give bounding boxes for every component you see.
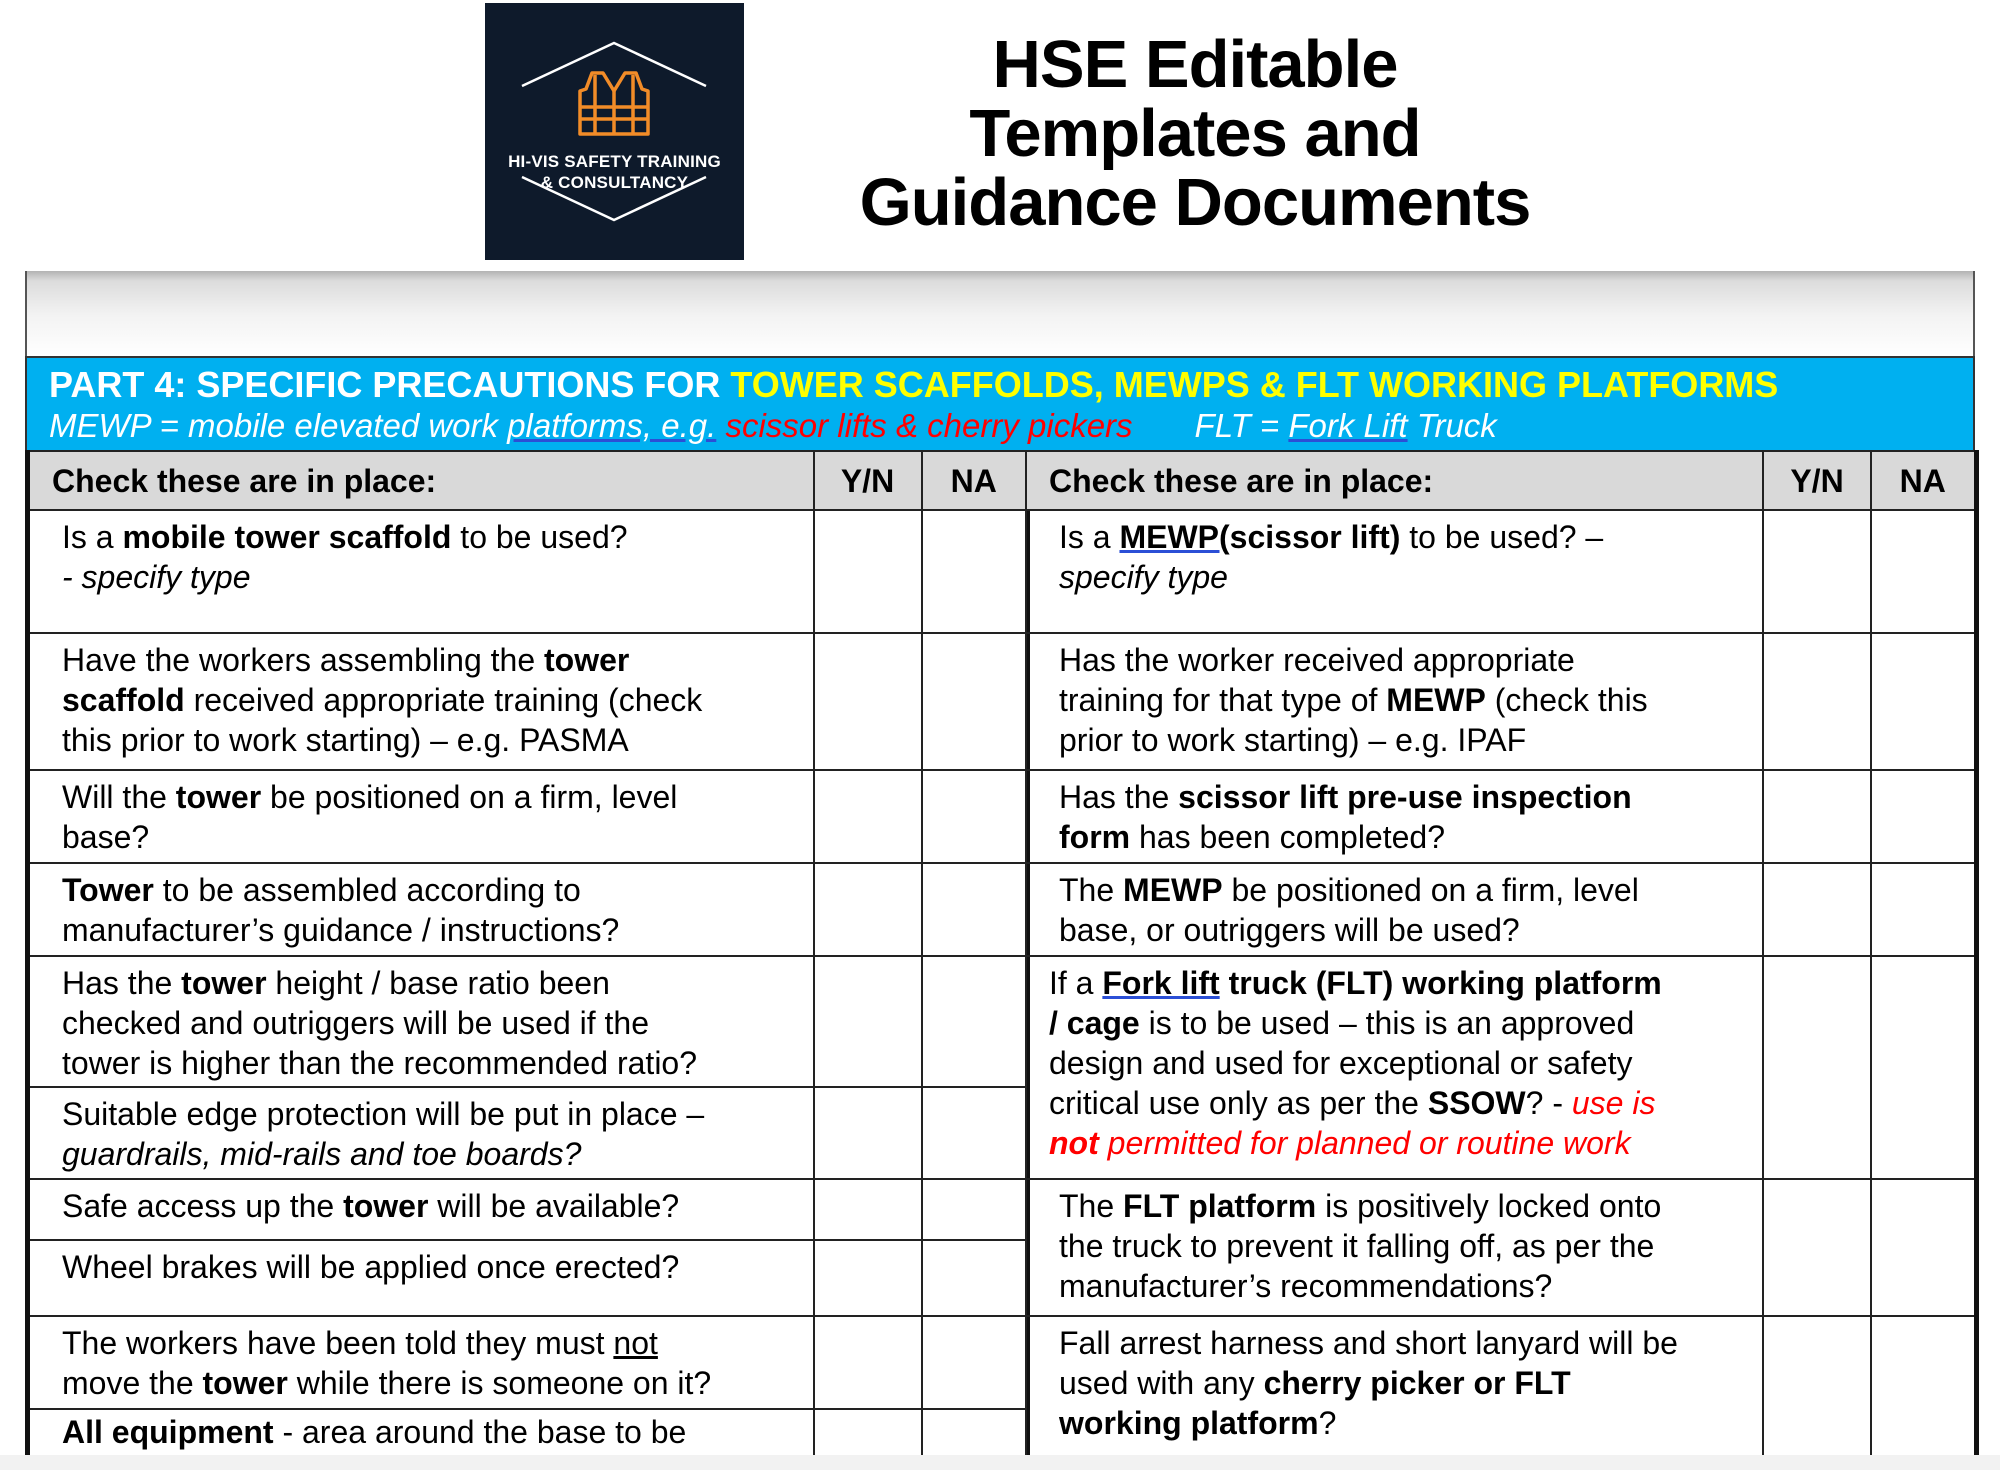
title-line2: Templates and bbox=[969, 96, 1421, 171]
part-subtitle bbox=[49, 407, 1497, 445]
yn-answer-cell[interactable] bbox=[1763, 770, 1871, 863]
table-header-row bbox=[28, 451, 1028, 510]
na-answer-cell[interactable] bbox=[1871, 633, 1976, 770]
yn-answer-cell[interactable] bbox=[814, 1240, 922, 1316]
yn-answer-cell[interactable] bbox=[1763, 1316, 1871, 1469]
yn-answer-cell[interactable] bbox=[1763, 863, 1871, 956]
mewp-examples: scissor lifts & cherry pickers bbox=[716, 407, 1133, 444]
table-row bbox=[1026, 1316, 1976, 1469]
question-cell: Suitable edge protection will be put in place – guardrails, mid-rails and toe boards? bbox=[28, 1087, 814, 1179]
table-row bbox=[28, 770, 1028, 863]
question-cell: The workers have been told they must not move the tower while there is someone on it? bbox=[28, 1316, 814, 1409]
part-title bbox=[49, 364, 1778, 406]
yn-answer-cell[interactable] bbox=[1763, 956, 1871, 1179]
question-cell: All equipment - area around the base to be bbox=[28, 1409, 814, 1469]
question-cell: Has the tower height / base ratio been checked and outriggers will be used if the tower is higher than the recommended ratio? bbox=[28, 956, 814, 1087]
yn-answer-cell[interactable] bbox=[814, 770, 922, 863]
question-cell: Wheel brakes will be applied once erected? bbox=[28, 1240, 814, 1316]
table-row bbox=[1026, 633, 1976, 770]
yn-answer-cell[interactable] bbox=[814, 1316, 922, 1409]
question-cell: Has the scissor lift pre-use inspection form has been completed? bbox=[1026, 770, 1763, 863]
table-row bbox=[1026, 863, 1976, 956]
question-cell: Safe access up the tower will be available? bbox=[28, 1179, 814, 1240]
na-answer-cell[interactable] bbox=[922, 1240, 1028, 1316]
table-row bbox=[28, 956, 1028, 1087]
na-answer-cell[interactable] bbox=[1871, 956, 1976, 1179]
na-answer-cell[interactable] bbox=[1871, 1179, 1976, 1316]
question-cell: Tower to be assembled according to manufacturer’s guidance / instructions? bbox=[28, 863, 814, 956]
yn-answer-cell[interactable] bbox=[814, 863, 922, 956]
title-line3: Guidance Documents bbox=[859, 165, 1531, 240]
flt-definition-end: Truck bbox=[1407, 407, 1497, 444]
question-cell: The FLT platform is positively locked onto the truck to prevent it falling off, as per the manufacturer’s recommendations? bbox=[1026, 1179, 1763, 1316]
na-answer-cell[interactable] bbox=[922, 1179, 1028, 1240]
na-column-header: NA bbox=[922, 451, 1028, 510]
table-row bbox=[1026, 956, 1976, 1179]
table-row bbox=[28, 510, 1028, 633]
na-answer-cell[interactable] bbox=[1871, 863, 1976, 956]
table-row bbox=[28, 1179, 1028, 1240]
na-answer-cell[interactable] bbox=[922, 633, 1028, 770]
na-answer-cell[interactable] bbox=[1871, 510, 1976, 633]
question-cell: If a Fork lift truck (FLT) working platform / cage is to be used – this is an approved design and used for exceptional or safety critical use only as per the SSOW? - use is not permitted for planned or routine work bbox=[1026, 956, 1763, 1179]
table-row bbox=[1026, 770, 1976, 863]
yn-answer-cell[interactable] bbox=[1763, 510, 1871, 633]
na-answer-cell[interactable] bbox=[922, 770, 1028, 863]
na-column-header: NA bbox=[1871, 451, 1976, 510]
yn-answer-cell[interactable] bbox=[814, 1179, 922, 1240]
page-band bbox=[25, 271, 1975, 356]
hi-vis-vest-icon bbox=[485, 3, 744, 260]
question-cell: Has the worker received appropriate training for that type of MEWP (check this prior to work starting) – e.g. IPAF bbox=[1026, 633, 1763, 770]
document-title bbox=[820, 27, 1570, 240]
flt-definition: FLT = bbox=[1194, 407, 1289, 444]
na-answer-cell[interactable] bbox=[922, 956, 1028, 1087]
na-answer-cell[interactable] bbox=[1871, 770, 1976, 863]
check-column-header: Check these are in place: bbox=[1026, 451, 1763, 510]
company-logo bbox=[485, 3, 744, 260]
title-line1: HSE Editable bbox=[992, 27, 1398, 102]
part-header bbox=[25, 356, 1975, 450]
yn-column-header: Y/N bbox=[814, 451, 922, 510]
na-answer-cell[interactable] bbox=[922, 510, 1028, 633]
table-row bbox=[28, 633, 1028, 770]
na-answer-cell[interactable] bbox=[922, 1316, 1028, 1409]
na-answer-cell[interactable] bbox=[922, 863, 1028, 956]
page-bottom-edge bbox=[0, 1455, 2000, 1470]
flt-definition-underlined: Fork Lift bbox=[1288, 407, 1408, 444]
na-answer-cell[interactable] bbox=[922, 1087, 1028, 1179]
yn-column-header: Y/N bbox=[1763, 451, 1871, 510]
question-cell: The MEWP be positioned on a firm, level base, or outriggers will be used? bbox=[1026, 863, 1763, 956]
question-cell: Will the tower be positioned on a firm, level base? bbox=[28, 770, 814, 863]
part-title-highlight: TOWER SCAFFOLDS, MEWPS & FLT WORKING PLATFORMS bbox=[730, 364, 1779, 405]
question-cell: Is a mobile tower scaffold to be used? - specify type bbox=[28, 510, 814, 633]
tower-scaffold-checklist bbox=[25, 450, 1030, 1470]
mewp-flt-checklist bbox=[1025, 450, 1979, 1470]
yn-answer-cell[interactable] bbox=[1763, 1179, 1871, 1316]
question-cell: Is a MEWP(scissor lift) to be used? – specify type bbox=[1026, 510, 1763, 633]
yn-answer-cell[interactable] bbox=[814, 956, 922, 1087]
logo-text-line1: HI-VIS SAFETY TRAINING bbox=[508, 152, 721, 171]
check-column-header: Check these are in place: bbox=[28, 451, 814, 510]
table-header-row bbox=[1026, 451, 1976, 510]
table-row bbox=[1026, 1179, 1976, 1316]
table-row bbox=[28, 863, 1028, 956]
yn-answer-cell[interactable] bbox=[814, 510, 922, 633]
table-row bbox=[1026, 510, 1976, 633]
question-cell: Have the workers assembling the tower scaffold received appropriate training (check this prior to work starting) – e.g. PASMA bbox=[28, 633, 814, 770]
table-row bbox=[28, 1240, 1028, 1316]
question-cell: Fall arrest harness and short lanyard will be used with any cherry picker or FLT working platform? bbox=[1026, 1316, 1763, 1469]
part-title-white: PART 4: SPECIFIC PRECAUTIONS FOR bbox=[49, 364, 731, 405]
na-answer-cell[interactable] bbox=[1871, 1316, 1976, 1469]
table-row bbox=[28, 1087, 1028, 1179]
yn-answer-cell[interactable] bbox=[814, 1087, 922, 1179]
yn-answer-cell[interactable] bbox=[814, 633, 922, 770]
table-row bbox=[28, 1316, 1028, 1409]
mewp-definition: MEWP = mobile elevated work bbox=[49, 407, 508, 444]
logo-text-line2: & CONSULTANCY bbox=[540, 173, 689, 192]
yn-answer-cell[interactable] bbox=[1763, 633, 1871, 770]
mewp-definition-underlined: platforms, e.g. bbox=[507, 407, 717, 444]
